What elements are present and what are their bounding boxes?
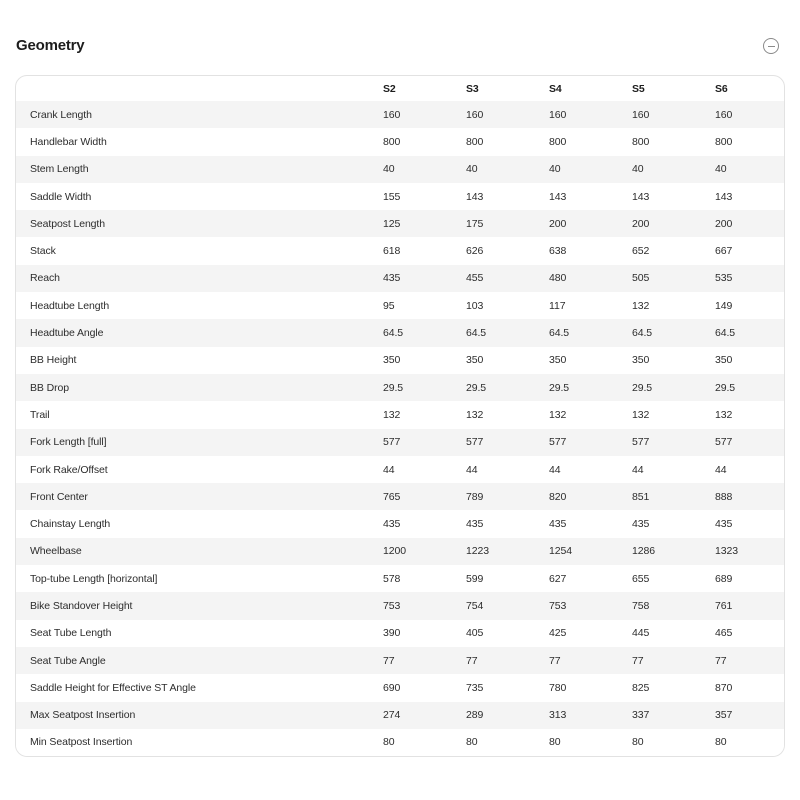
row-label: Max Seatpost Insertion: [30, 709, 136, 722]
cell-value: 800: [466, 135, 484, 148]
cell-value: 800: [715, 135, 733, 148]
cell-value: 80: [632, 736, 644, 749]
row-label: Handlebar Width: [30, 135, 107, 148]
cell-value: 132: [549, 408, 567, 421]
cell-value: 435: [715, 518, 733, 531]
cell-value: 761: [715, 599, 733, 612]
table-row: [16, 319, 784, 346]
cell-value: 132: [383, 408, 401, 421]
cell-value: 1323: [715, 545, 738, 558]
cell-value: 357: [715, 709, 733, 722]
cell-value: 29.5: [549, 381, 570, 394]
cell-value: 40: [632, 163, 644, 176]
row-label: Seatpost Length: [30, 217, 105, 230]
table-row: [16, 729, 784, 756]
cell-value: 64.5: [549, 327, 570, 340]
cell-value: 350: [632, 354, 650, 367]
cell-value: 117: [549, 299, 566, 312]
cell-value: 44: [715, 463, 727, 476]
cell-value: 618: [383, 245, 401, 258]
cell-value: 80: [549, 736, 561, 749]
cell-value: 80: [383, 736, 395, 749]
cell-value: 445: [632, 627, 650, 640]
table-row: [16, 429, 784, 456]
cell-value: 350: [383, 354, 401, 367]
row-label: Headtube Angle: [30, 327, 104, 340]
cell-value: 40: [466, 163, 478, 176]
cell-value: 160: [466, 108, 484, 121]
collapse-section-button[interactable]: [763, 38, 779, 54]
cell-value: 390: [383, 627, 401, 640]
cell-value: 870: [715, 681, 733, 694]
cell-value: 29.5: [632, 381, 653, 394]
table-row: [16, 538, 784, 565]
cell-value: 77: [715, 654, 727, 667]
cell-value: 655: [632, 572, 650, 585]
row-label: Top-tube Length [horizontal]: [30, 572, 158, 585]
cell-value: 143: [715, 190, 733, 203]
table-row: [16, 510, 784, 537]
table-row: [16, 347, 784, 374]
table-row: [16, 265, 784, 292]
cell-value: 758: [632, 599, 650, 612]
cell-value: 64.5: [383, 327, 404, 340]
geometry-card: [15, 75, 785, 757]
cell-value: 44: [466, 463, 478, 476]
cell-value: 350: [466, 354, 484, 367]
cell-value: 1254: [549, 545, 572, 558]
cell-value: 599: [466, 572, 484, 585]
cell-value: 44: [632, 463, 644, 476]
table-row: [16, 237, 784, 264]
cell-value: 29.5: [466, 381, 487, 394]
row-label: Trail: [30, 408, 50, 421]
table-row: [16, 156, 784, 183]
cell-value: 289: [466, 709, 484, 722]
cell-value: 44: [549, 463, 561, 476]
row-label: Seat Tube Angle: [30, 654, 106, 667]
cell-value: 627: [549, 572, 567, 585]
table-row: [16, 592, 784, 619]
cell-value: 1286: [632, 545, 655, 558]
cell-value: 689: [715, 572, 733, 585]
cell-value: 800: [632, 135, 650, 148]
page-title: Geometry: [16, 37, 85, 54]
row-label: Crank Length: [30, 108, 92, 121]
geometry-table-body: [16, 101, 784, 756]
row-label: BB Drop: [30, 381, 69, 394]
cell-value: 577: [466, 436, 484, 449]
cell-value: 425: [549, 627, 567, 640]
cell-value: 350: [549, 354, 567, 367]
cell-value: 64.5: [632, 327, 653, 340]
row-label: Headtube Length: [30, 299, 110, 312]
table-row: [16, 292, 784, 319]
cell-value: 753: [549, 599, 567, 612]
cell-value: 77: [383, 654, 395, 667]
cell-value: 1223: [466, 545, 489, 558]
cell-value: 200: [715, 217, 733, 230]
row-label: Fork Rake/Offset: [30, 463, 108, 476]
cell-value: 125: [383, 217, 401, 230]
cell-value: 465: [715, 627, 733, 640]
cell-value: 435: [383, 272, 401, 285]
table-row: [16, 702, 784, 729]
table-row: [16, 647, 784, 674]
table-row: [16, 101, 784, 128]
cell-value: 577: [549, 436, 567, 449]
cell-value: 888: [715, 490, 733, 503]
cell-value: 29.5: [383, 381, 404, 394]
cell-value: 789: [466, 490, 484, 503]
size-column-header: S2: [383, 82, 396, 95]
cell-value: 753: [383, 599, 401, 612]
cell-value: 577: [632, 436, 650, 449]
table-row: [16, 565, 784, 592]
size-column-header: S4: [549, 82, 562, 95]
size-column-header: S3: [466, 82, 479, 95]
cell-value: 851: [632, 490, 650, 503]
cell-value: 143: [549, 190, 567, 203]
cell-value: 95: [383, 299, 395, 312]
table-row: [16, 128, 784, 155]
row-label: Fork Length [full]: [30, 436, 107, 449]
row-label: Bike Standover Height: [30, 599, 133, 612]
cell-value: 200: [549, 217, 567, 230]
cell-value: 800: [383, 135, 401, 148]
geometry-table: [16, 76, 784, 756]
cell-value: 800: [549, 135, 567, 148]
cell-value: 820: [549, 490, 567, 503]
cell-value: 577: [715, 436, 733, 449]
cell-value: 77: [549, 654, 561, 667]
cell-value: 505: [632, 272, 650, 285]
cell-value: 405: [466, 627, 484, 640]
label-column-header: [16, 76, 383, 101]
cell-value: 77: [466, 654, 478, 667]
cell-value: 103: [466, 299, 484, 312]
cell-value: 29.5: [715, 381, 736, 394]
cell-value: 64.5: [466, 327, 487, 340]
cell-value: 667: [715, 245, 733, 258]
cell-value: 435: [466, 518, 484, 531]
table-row: [16, 210, 784, 237]
cell-value: 578: [383, 572, 401, 585]
row-label: Reach: [30, 272, 60, 285]
cell-value: 480: [549, 272, 567, 285]
table-row: [16, 183, 784, 210]
row-label: Front Center: [30, 490, 88, 503]
cell-value: 350: [715, 354, 733, 367]
minus-circle-icon: [768, 46, 775, 47]
size-column-header: S5: [632, 82, 645, 95]
cell-value: 200: [632, 217, 650, 230]
cell-value: 132: [632, 299, 650, 312]
cell-value: 80: [715, 736, 727, 749]
table-row: [16, 620, 784, 647]
row-label: Wheelbase: [30, 545, 82, 558]
cell-value: 132: [632, 408, 650, 421]
cell-value: 40: [383, 163, 395, 176]
cell-value: 652: [632, 245, 650, 258]
cell-value: 535: [715, 272, 733, 285]
cell-value: 160: [549, 108, 567, 121]
cell-value: 143: [632, 190, 650, 203]
table-row: [16, 456, 784, 483]
cell-value: 577: [383, 436, 401, 449]
cell-value: 780: [549, 681, 567, 694]
cell-value: 638: [549, 245, 567, 258]
cell-value: 735: [466, 681, 484, 694]
cell-value: 435: [549, 518, 567, 531]
cell-value: 77: [632, 654, 644, 667]
cell-value: 754: [466, 599, 484, 612]
cell-value: 160: [383, 108, 401, 121]
cell-value: 825: [632, 681, 650, 694]
cell-value: 690: [383, 681, 401, 694]
row-label: Stem Length: [30, 163, 89, 176]
cell-value: 274: [383, 709, 401, 722]
row-label: Min Seatpost Insertion: [30, 736, 133, 749]
cell-value: 337: [632, 709, 650, 722]
table-row: [16, 374, 784, 401]
size-column-header: S6: [715, 82, 728, 95]
cell-value: 765: [383, 490, 401, 503]
cell-value: 435: [383, 518, 401, 531]
cell-value: 160: [632, 108, 650, 121]
row-label: Saddle Height for Effective ST Angle: [30, 681, 196, 694]
row-label: Stack: [30, 245, 56, 258]
cell-value: 155: [383, 190, 401, 203]
cell-value: 40: [549, 163, 561, 176]
table-row: [16, 483, 784, 510]
cell-value: 64.5: [715, 327, 736, 340]
cell-value: 132: [466, 408, 484, 421]
geometry-table-head-row: [16, 76, 784, 101]
cell-value: 149: [715, 299, 733, 312]
cell-value: 313: [549, 709, 567, 722]
cell-value: 175: [466, 217, 484, 230]
cell-value: 626: [466, 245, 484, 258]
cell-value: 455: [466, 272, 484, 285]
cell-value: 40: [715, 163, 727, 176]
row-label: Saddle Width: [30, 190, 92, 203]
cell-value: 44: [383, 463, 395, 476]
table-row: [16, 401, 784, 428]
cell-value: 132: [715, 408, 733, 421]
cell-value: 143: [466, 190, 484, 203]
cell-value: 160: [715, 108, 733, 121]
table-row: [16, 674, 784, 701]
row-label: Seat Tube Length: [30, 627, 112, 640]
cell-value: 80: [466, 736, 478, 749]
cell-value: 435: [632, 518, 650, 531]
row-label: Chainstay Length: [30, 518, 111, 531]
cell-value: 1200: [383, 545, 406, 558]
row-label: BB Height: [30, 354, 77, 367]
